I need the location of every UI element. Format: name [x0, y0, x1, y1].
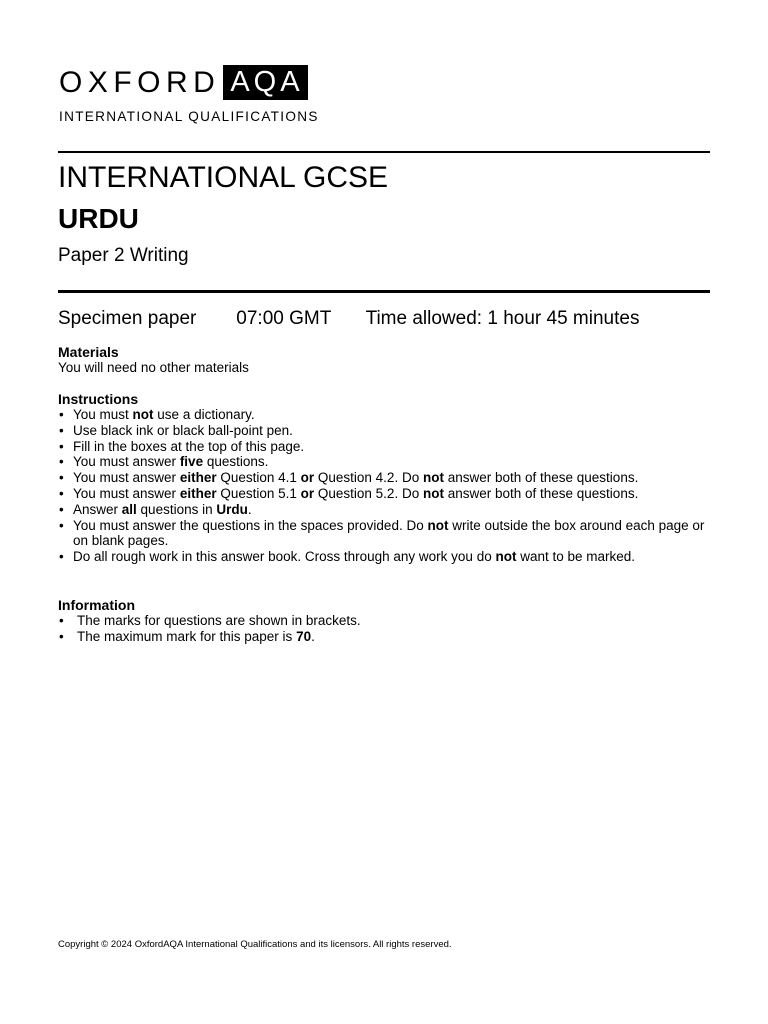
list-item-text: answer both of these questions. — [443, 485, 639, 501]
list-item-text: want to be marked. — [516, 549, 636, 565]
list-item-text: You must answer — [73, 470, 180, 486]
list-item-text: Use black ink or black ball-point pen. — [73, 422, 293, 438]
list-item-text: You must answer the questions in the spaces provided. Do — [73, 517, 428, 533]
list-item-text: Question 4.2. Do — [314, 470, 423, 486]
bottom-divider — [58, 290, 710, 293]
list-item-text: Question 4.1 — [216, 470, 301, 486]
instructions-heading: Instructions — [58, 391, 139, 407]
list-item-text: . — [311, 628, 315, 644]
instructions-list — [58, 407, 718, 565]
paper-title: Paper 2 Writing — [58, 245, 189, 266]
emphasis-text: not — [422, 470, 444, 486]
list-item-text: questions in — [136, 501, 217, 517]
start-time: 07:00 GMT — [236, 308, 332, 329]
exam-meta — [58, 306, 639, 332]
copyright-footer: Copyright © 2024 OxfordAQA International Qualifications and its licensors. All rights reserved. — [58, 939, 452, 950]
list-item — [58, 549, 718, 565]
list-item-text: use a dictionary. — [153, 407, 255, 422]
materials-text: You will need no other materials — [58, 360, 249, 375]
materials-heading: Materials — [58, 344, 119, 360]
list-item — [58, 629, 718, 645]
list-item-text: The maximum mark for this paper is — [77, 628, 297, 644]
emphasis-text: either — [179, 485, 217, 501]
emphasis-text: not — [495, 549, 517, 565]
list-item-text: You must answer — [73, 485, 180, 501]
paper-kind: Specimen paper — [58, 308, 197, 329]
information-list — [58, 613, 718, 645]
list-item-text: Do all rough work in this answer book. Cross through any work you do — [73, 549, 496, 565]
time-allowed: Time allowed: 1 hour 45 minutes — [365, 308, 640, 329]
instructions-section — [58, 391, 718, 565]
list-item — [58, 470, 718, 486]
emphasis-text: not — [422, 485, 444, 501]
materials-section — [58, 344, 718, 376]
top-divider — [58, 151, 710, 153]
list-item — [58, 439, 718, 455]
list-item-text: You must answer — [73, 454, 180, 470]
emphasis-text: or — [300, 470, 315, 486]
list-item-text: . — [247, 501, 252, 517]
emphasis-text: all — [121, 501, 137, 517]
list-item-text: write outside the box around each page or on blank pages. — [73, 517, 705, 549]
oxfordaqa-logo — [59, 65, 349, 124]
exam-level: INTERNATIONAL GCSE — [58, 161, 389, 194]
list-item — [58, 486, 718, 502]
list-item — [58, 613, 718, 629]
list-item-text: questions. — [203, 454, 269, 470]
logo-tagline: INTERNATIONAL QUALIFICATIONS — [59, 109, 319, 124]
list-item-text: The marks for questions are shown in brackets. — [77, 613, 361, 628]
list-item-text: Question 5.2. Do — [314, 485, 423, 501]
list-item-text: You must — [73, 407, 133, 422]
emphasis-text: or — [300, 485, 315, 501]
information-section — [58, 597, 718, 645]
list-item-text: Fill in the boxes at the top of this page. — [73, 438, 305, 454]
list-item-text: Question 5.1 — [216, 485, 301, 501]
list-item — [58, 454, 718, 470]
list-item — [58, 518, 718, 550]
emphasis-text: not — [132, 407, 154, 422]
logo-brand-text: OXFORD — [59, 66, 221, 99]
information-heading: Information — [58, 597, 135, 613]
emphasis-text: Urdu — [216, 501, 248, 517]
list-item — [58, 423, 718, 439]
subject-title: URDU — [58, 203, 139, 234]
emphasis-text: either — [179, 470, 217, 486]
logo-wordmark — [59, 65, 349, 100]
emphasis-text: not — [427, 517, 449, 533]
emphasis-text: five — [179, 454, 204, 470]
list-item-text: answer both of these questions. — [443, 470, 639, 486]
emphasis-text: 70 — [296, 628, 312, 644]
logo-brand-box: AQA — [223, 65, 307, 100]
list-item — [58, 407, 718, 423]
list-item-text: Answer — [73, 501, 122, 517]
list-item — [58, 502, 718, 518]
